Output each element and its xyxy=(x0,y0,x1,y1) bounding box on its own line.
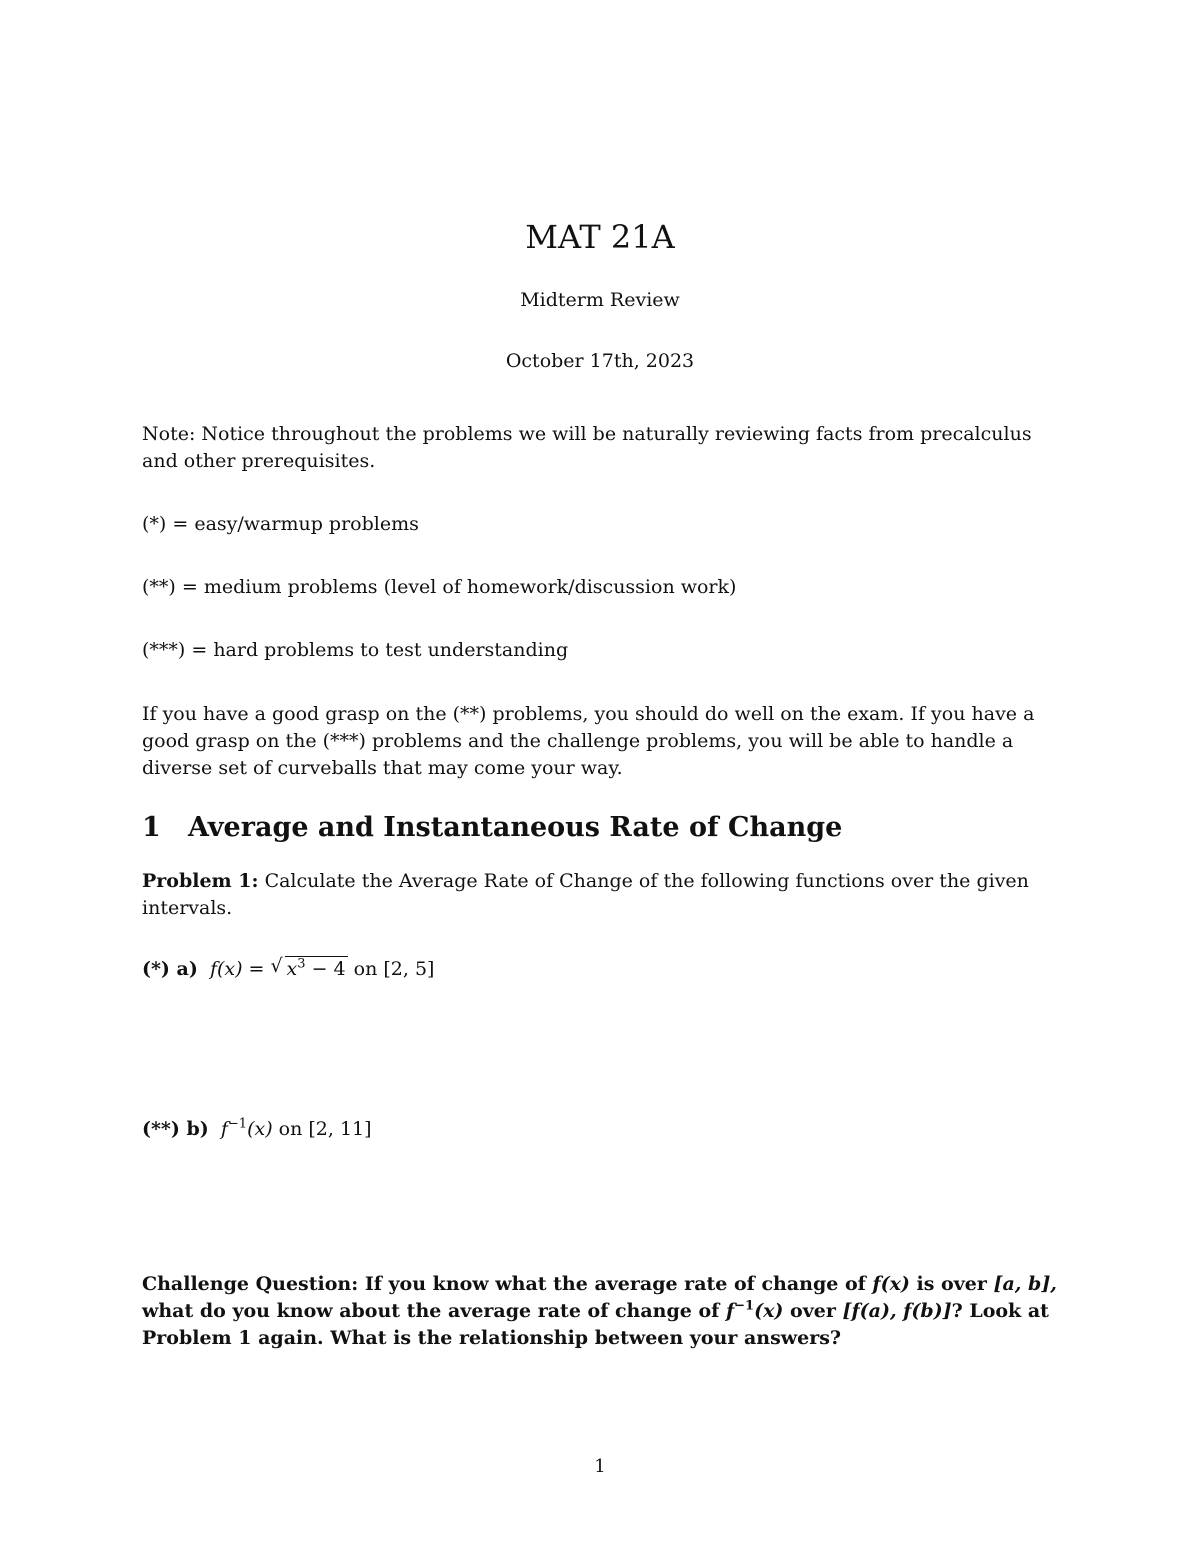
part-a-label: (*) a) xyxy=(142,958,198,980)
challenge-text-1: Challenge Question: If you know what the average rate of change of xyxy=(142,1273,866,1295)
intro-grasp: If you have a good grasp on the (**) problems, you should do well on the exam. If you have a good grasp on the (***) problems and the challenge problems, you will be able to handle a diverse set of curveballs that may come your way. xyxy=(142,703,1035,779)
problem-1-part-b xyxy=(142,1116,1062,1143)
part-b-func: f xyxy=(220,1118,228,1140)
legend-hard: (***) = hard problems to test understanding xyxy=(142,639,569,661)
problem-1-part-a xyxy=(142,956,1062,983)
legend-medium: (**) = medium problems (level of homework/discussion work) xyxy=(142,576,737,598)
part-b-label: (**) b) xyxy=(142,1118,209,1140)
challenge-finv-base: f xyxy=(725,1300,735,1322)
radicand-base: x xyxy=(286,958,298,980)
challenge-ab: [a, b], xyxy=(993,1273,1057,1295)
challenge-fafb: [f(a), f(b)] xyxy=(842,1300,952,1322)
document-date: October 17th, 2023 xyxy=(505,350,695,372)
challenge-finv-exp: −1 xyxy=(734,1298,755,1314)
section-number: 1 xyxy=(142,812,161,843)
part-a-lhs: f(x) = xyxy=(209,958,265,980)
problem-1-text: Calculate the Average Rate of Change of the following functions over the given intervals. xyxy=(142,870,1029,919)
problem-1 xyxy=(142,868,1062,922)
problem-1-label: Problem 1: xyxy=(142,870,259,892)
section-heading xyxy=(142,812,842,843)
document-title: MAT 21A xyxy=(525,218,675,256)
part-b-arg: (x) xyxy=(247,1118,273,1140)
section-title: Average and Instantaneous Rate of Change xyxy=(188,812,843,843)
challenge-fx: f(x) xyxy=(872,1273,910,1295)
intro-note: Note: Notice throughout the problems we will be naturally reviewing facts from precalculus and other prerequisites. xyxy=(142,423,1032,472)
challenge-text-5: ? Look at Problem 1 again. What is the relationship between your answers? xyxy=(142,1300,1049,1349)
challenge-question xyxy=(142,1271,1062,1352)
radicand-rest: − 4 xyxy=(305,958,346,980)
radicand-exponent: 3 xyxy=(297,956,306,972)
page-number: 1 xyxy=(594,1456,606,1477)
challenge-finv-arg: (x) xyxy=(754,1300,784,1322)
challenge-text-4: over xyxy=(790,1300,836,1322)
part-a-interval: on [2, 5] xyxy=(353,958,435,980)
part-b-interval: on [2, 11] xyxy=(278,1118,372,1140)
sqrt-expression xyxy=(271,956,348,983)
legend-easy: (*) = easy/warmup problems xyxy=(142,513,419,535)
document-subtitle: Midterm Review xyxy=(520,289,680,311)
radical-sign-icon: √ xyxy=(270,955,283,977)
challenge-text-3: what do you know about the average rate of change of xyxy=(142,1300,720,1322)
part-b-exponent: −1 xyxy=(227,1116,248,1132)
challenge-text-2: is over xyxy=(916,1273,987,1295)
